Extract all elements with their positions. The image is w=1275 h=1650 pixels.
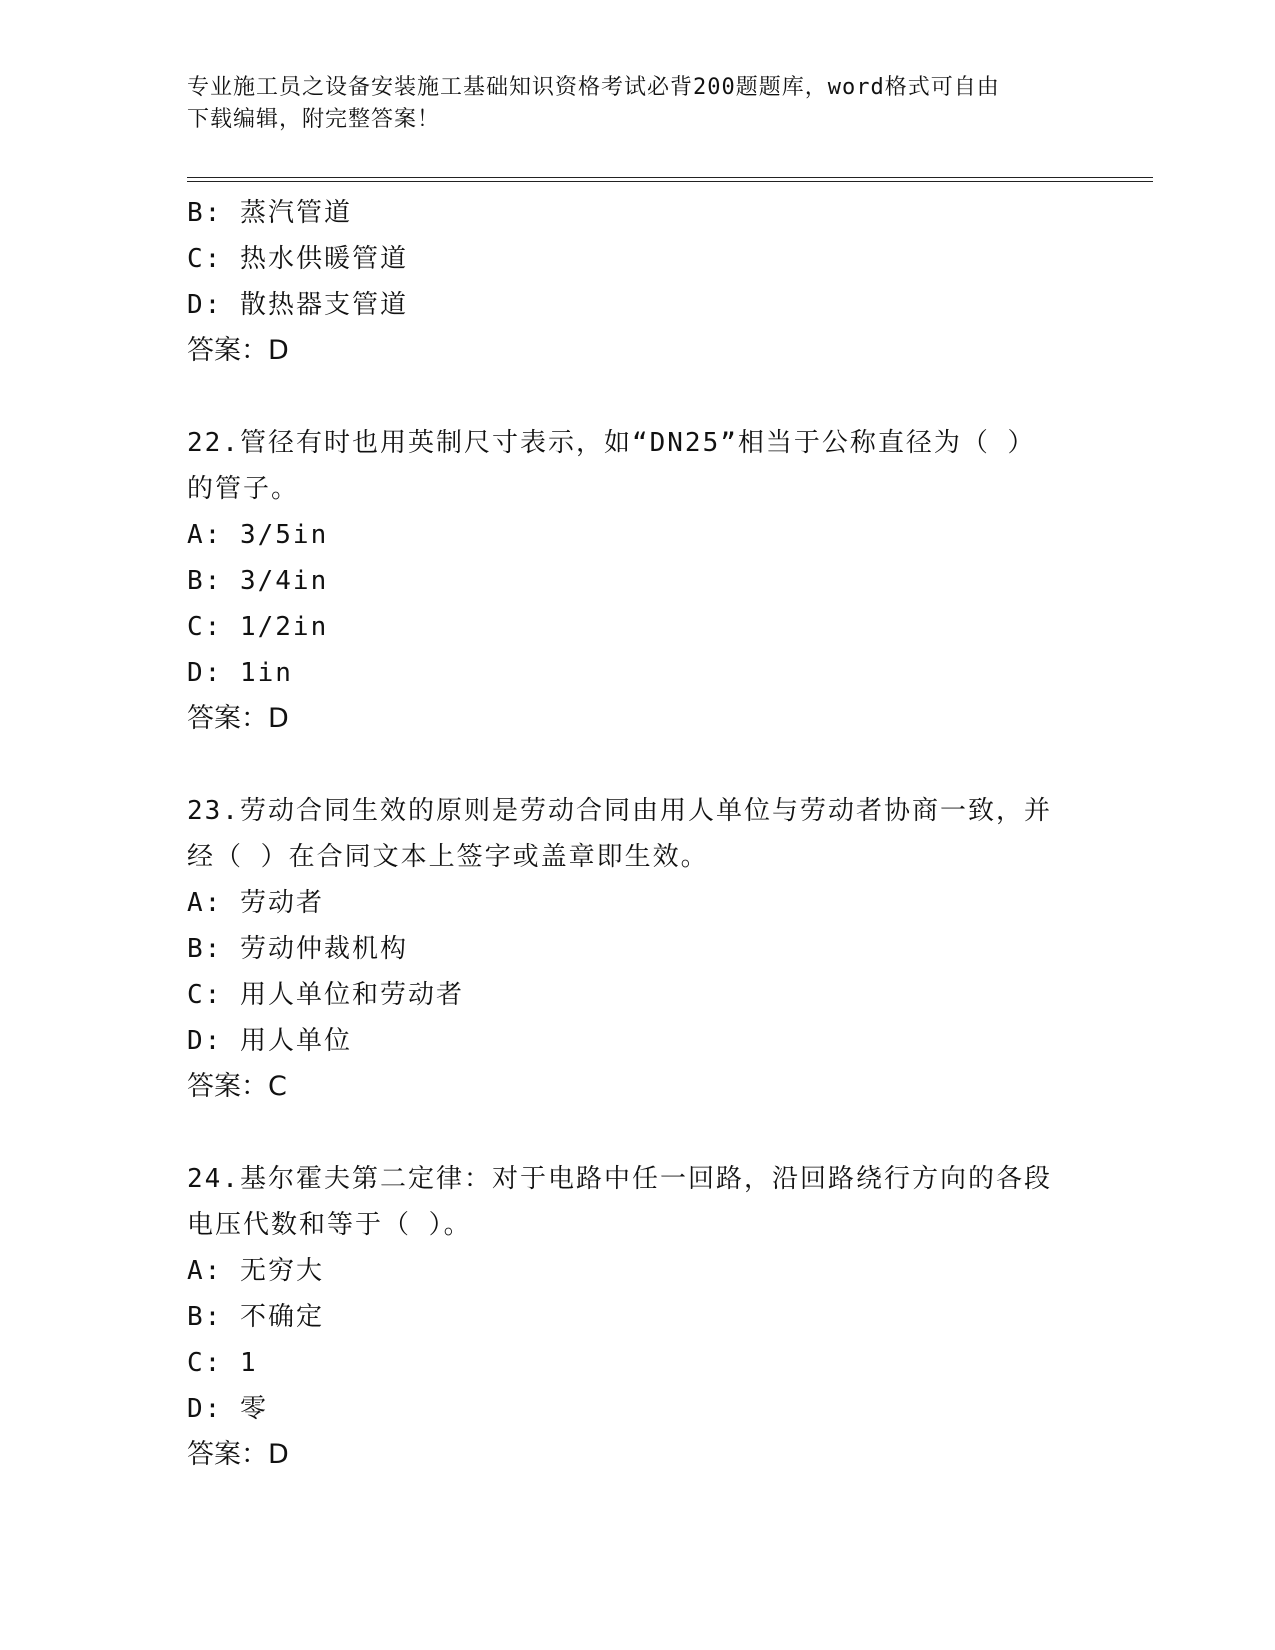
- question-stem-line: 22.管径有时也用英制尺寸表示，如“DN25”相当于公称直径为（ ）: [187, 428, 1036, 458]
- answer-line: 答案：D: [187, 1439, 289, 1470]
- option-d: D: 用人单位: [187, 1026, 352, 1056]
- option-c: C: 用人单位和劳动者: [187, 980, 464, 1010]
- answer-line: 答案：D: [187, 703, 289, 734]
- document-header: [187, 72, 1087, 136]
- question-fragment: [187, 190, 1087, 374]
- header-line-2: 下载编辑，附完整答案！: [187, 107, 441, 132]
- question-23: [187, 788, 1087, 1110]
- option-b: B: 不确定: [187, 1302, 324, 1332]
- question-24: [187, 1156, 1087, 1478]
- option-c: C: 1: [187, 1348, 258, 1378]
- question-stem-line: 的管子。: [187, 474, 300, 504]
- option-a: A: 3/5in: [187, 520, 329, 550]
- option-a: A: 劳动者: [187, 888, 324, 918]
- document-body: [187, 190, 1087, 1478]
- option-b: B: 劳动仲裁机构: [187, 934, 408, 964]
- question-stem-line: 24.基尔霍夫第二定律：对于电路中任一回路，沿回路绕行方向的各段: [187, 1164, 1052, 1194]
- option-a: A: 无穷大: [187, 1256, 324, 1286]
- question-stem-line: 经（ ）在合同文本上签字或盖章即生效。: [187, 842, 709, 872]
- answer-line: 答案：D: [187, 335, 289, 366]
- question-stem-line: 23.劳动合同生效的原则是劳动合同由用人单位与劳动者协商一致，并: [187, 796, 1052, 826]
- header-line-1: 专业施工员之设备安装施工基础知识资格考试必背200题题库，word格式可自由: [187, 75, 1000, 100]
- option-c: C: 1/2in: [187, 612, 329, 642]
- option-d: D: 1in: [187, 658, 293, 688]
- answer-line: 答案：C: [187, 1071, 287, 1102]
- option-d: D: 散热器支管道: [187, 290, 408, 320]
- question-22: [187, 420, 1087, 742]
- option-b: B: 3/4in: [187, 566, 329, 596]
- question-stem-line: 电压代数和等于（ ）。: [187, 1210, 472, 1240]
- option-b: B: 蒸汽管道: [187, 198, 352, 228]
- header-divider: [187, 177, 1153, 182]
- option-d: D: 零: [187, 1394, 268, 1424]
- option-c: C: 热水供暖管道: [187, 244, 408, 274]
